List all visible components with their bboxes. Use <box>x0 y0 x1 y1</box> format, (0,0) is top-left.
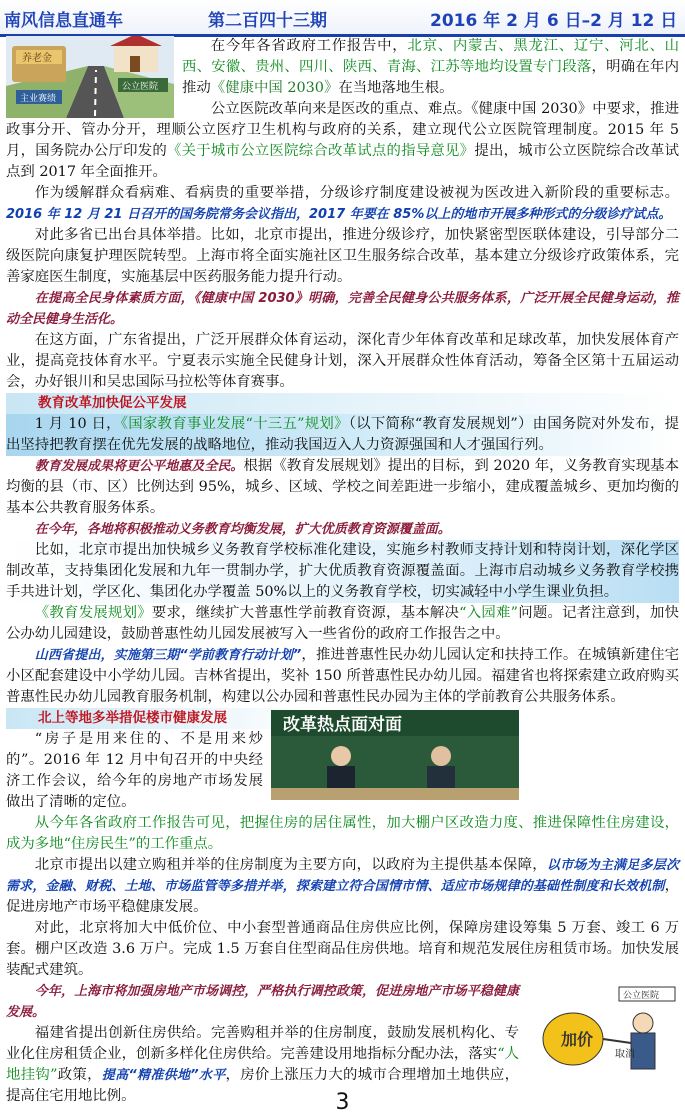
paragraph: 北京市提出以建立购租并举的住房制度为主要方向，以政府为主提供基本保障，以市场为主满足多层次需求，金融、财税、土地、市场监管等多措并举，探索建立符合国情市情、适应市场规律的基础性制度和长效机制，促进房地产市场平稳健康发展。 <box>6 857 679 915</box>
paragraph: 在今年各省政府工作报告中，北京、内蒙古、黑龙江、辽宁、河北、山西、安徽、贵州、四川、陕西、青海、江苏等地均设置专门段落，明确在年内推动《健康中国 2030》在当地落地生根。 <box>182 38 679 96</box>
paragraph: 教育发展成果将更公平地惠及全民。根据《教育发展规划》提出的目标，到 2020 年，义务教育实现基本均衡的县（市、区）比例达到 95%，城乡、区域、学校之间差距进一步缩小，建成覆盖城乡、更加均衡的基本公共教育服务体系。 <box>6 458 679 516</box>
paragraph: 在这方面，广东省提出，广泛开展群众体育运动，深化青少年体育改革和足球改革，加快发展体育产业，提高竞技体育水平。宁夏表示实施全民健身计划，深入开展群众性体育活动，筹备全区第十五届运动会，办好银川和吴忠国际马拉松等体育赛事。 <box>6 332 679 390</box>
section-heading-education: 教育改革加快促公平发展 <box>6 393 679 414</box>
issue-number: 第二百四十三期 <box>208 11 327 31</box>
paragraph-highlight: 在今年，各地将积极推动义务教育均衡发展，扩大优质教育资源覆盖面。 <box>34 522 451 537</box>
highlight-band <box>6 540 679 603</box>
paragraph: 公立医院改革向来是医改的重点、难点。《健康中国 2030》中要求，推进政事分开、管办分开，理顺公立医疗卫生机构与政府的关系，建立现代公立医院管理制度。2015 年 5 月，国务院办公厅印发的《关于城市公立医院综合改革试点的指导意见》提出，城市公立医院综合改革试点到 2017 年全面推开。 <box>6 101 679 180</box>
paragraph: 从今年各省政府工作报告可见，把握住房的居住属性，加大棚户区改造力度、推进保障性住房建设，成为多地“住房民生”的工作重点。 <box>6 815 679 852</box>
highlight-band <box>6 414 679 456</box>
issue-date-range: 2016 年 2 月 6 日–2 月 12 日 <box>430 11 678 31</box>
tv-banner-text: 改革热点面对面 <box>283 715 402 735</box>
sign-text-2: 公立医院 <box>122 82 159 92</box>
paragraph: “房子是用来住的、不是用来炒的”。2016 年 12 月中旬召开的中央经济工作会议，给今年的房地产市场发展做出了清晰的定位。 <box>6 731 263 810</box>
paragraph: 1 月 10 日，《国家教育事业发展“十三五”规划》（以下简称“教育发展规划”）由国务院对外发布，提出坚持把教育摆在优先发展的战略地位，推动我国迈入人力资源强国和人才强国行列。 <box>6 416 679 453</box>
pension-road-illustration <box>6 36 174 118</box>
article-body <box>6 36 679 1107</box>
paragraph: 比如，北京市提出加快城乡义务教育学校标准化建设，实施乡村教师支持计划和特岗计划，深化学区制改革，支持集团化发展和九年一贯制办学，扩大优质教育资源覆盖面。上海市启动城乡义务教育学校携手共进计划，学区化、集团化办学覆盖 50%以上的义务教育学校，切实减轻中小学生课业负担。 <box>6 542 679 600</box>
page-header <box>0 0 685 37</box>
tv-interview-photo <box>271 710 519 800</box>
sign-text-1: 养老金 <box>22 53 52 64</box>
paragraph: 山西省提出，实施第三期“学前教育行动计划”，推进普惠性民办幼儿园认定和扶持工作。在城镇新建住宅小区配套建设中小学幼儿园。吉林省提出，奖补 150 所普惠性民办幼儿园。福建省也将探索建立政府购买普惠性民办幼儿园教育服务机制，构建以公办园和普惠性民办园为主体的学前教育公共服务体系。 <box>6 647 679 705</box>
price-cartoon <box>527 983 679 1075</box>
cartoon-sign-text: 公立医院 <box>623 991 660 1001</box>
paragraph: 福建省提出创新住房供给。完善购租并举的住房制度，鼓励发展机构化、专业化住房租赁企业，创新多样化住房供给。完善建设用地指标分配办法，落实“人地挂钩”政策，提高“精准供地”水平，房价上涨压力大的城市合理增加土地供应，提高住宅用地比例。 <box>6 1025 519 1104</box>
paragraph: 对此，北京将加大中低价位、中小套型普通商品住房供应比例，保障房建设筹集 5 万套、竣工 6 万套。棚户区改造 3.6 万户。完成 1.5 万套自住型商品住房供地。培育和规范发展住房租赁市场。加快发展装配式建筑。 <box>6 920 679 978</box>
section-heading-housing: 北上等地多举措促楼市健康发展 <box>6 708 318 729</box>
publication-name: 南风信息直通车 <box>4 11 123 31</box>
paragraph: 对此多省已出台具体举措。比如，北京市提出，推进分级诊疗，加快紧密型医联体建设，引导部分二级医院向康复护理医院转型。上海市将全面实施社区卫生服务综合改革，基本建立分级诊疗政策体系，完善家庭医生制度，实施基层中医药服务能力提升行动。 <box>6 227 679 285</box>
sign-text-3: 主业赛绩 <box>20 94 57 104</box>
cartoon-label-2: 取消 <box>615 1049 635 1060</box>
page-number: 3 <box>335 1090 350 1115</box>
paragraph-highlight: 在提高全民身体素质方面，《健康中国 2030》明确，完善全民健身公共服务体系，广泛开展全民健身运动，推动全民健身生活化。 <box>6 291 679 327</box>
paragraph-highlight: 今年，上海市将加强房地产市场调控，严格执行调控政策，促进房地产市场平稳健康发展。 <box>6 984 519 1020</box>
paragraph: 《教育发展规划》要求，继续扩大普惠性学前教育资源，基本解决“入园难”问题。记者注意到，加快公办幼儿园建设，鼓励普惠性幼儿园发展被写入一些省份的政府工作报告之中。 <box>6 605 679 642</box>
paragraph: 作为缓解群众看病难、看病贵的重要举措，分级诊疗制度建设被视为医改进入新阶段的重要标志。2016 年 12 月 21 日召开的国务院常务会议指出，2017 年要在 85%以上的地市开展多种形式的分级诊疗试点。 <box>6 185 679 222</box>
cartoon-label-1: 加价 <box>561 1030 594 1049</box>
